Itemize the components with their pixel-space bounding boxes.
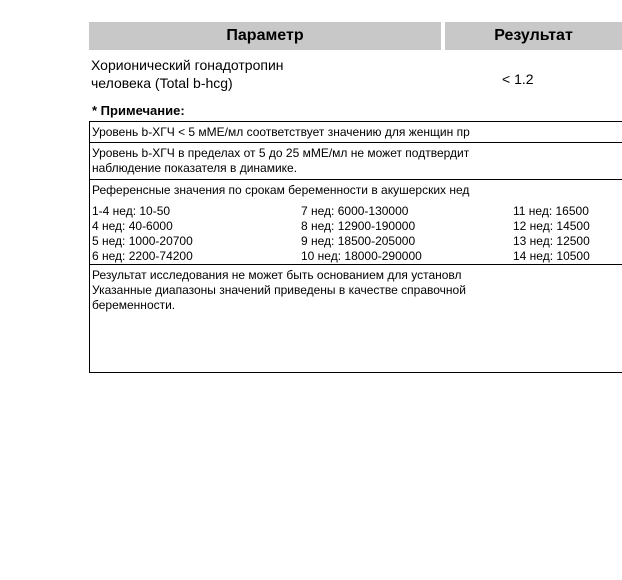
note-line-4a: Результат исследования не может быть основанием для установл bbox=[92, 268, 462, 282]
week-range-cell: 13 нед: 12500 bbox=[513, 234, 590, 248]
weeks-column-2 bbox=[301, 204, 422, 264]
note-line-2b: наблюдение показателя в динамике. bbox=[92, 161, 298, 175]
note-title: * Примечание: bbox=[92, 103, 185, 118]
weeks-reference-grid bbox=[92, 204, 622, 268]
note-line-4b: Указанные диапазоны значений приведены в качестве справочной bbox=[92, 283, 466, 297]
column-header-result: Результат bbox=[445, 22, 622, 50]
week-range-cell: 5 нед: 1000-20700 bbox=[92, 234, 193, 248]
table-header-row bbox=[89, 22, 622, 50]
week-range-cell: 6 нед: 2200-74200 bbox=[92, 249, 193, 263]
note-line-4c: беременности. bbox=[92, 298, 176, 312]
note-row-disclaimer bbox=[90, 264, 622, 373]
parameter-name-line-2: человека (Total b-hcg) bbox=[91, 75, 233, 91]
week-range-cell: 14 нед: 10500 bbox=[513, 249, 590, 263]
week-range-cell: 7 нед: 6000-130000 bbox=[301, 204, 409, 218]
week-range-cell: 10 нед: 18000-290000 bbox=[301, 249, 422, 263]
week-range-cell: 8 нед: 12900-190000 bbox=[301, 219, 416, 233]
week-range-cell: 12 нед: 14500 bbox=[513, 219, 590, 233]
weeks-column-3 bbox=[513, 204, 590, 264]
column-header-parameter: Параметр bbox=[89, 22, 441, 50]
note-line-3: Референсные значения по срокам беременности в акушерских нед bbox=[92, 183, 470, 197]
week-range-cell: 11 нед: 16500 bbox=[513, 204, 589, 218]
parameter-name bbox=[91, 56, 391, 92]
week-range-cell: 1-4 нед: 10-50 bbox=[92, 204, 171, 218]
weeks-column-1 bbox=[92, 204, 193, 264]
note-row-range bbox=[90, 142, 622, 179]
parameter-name-line-1: Хорионический гонадотропин bbox=[91, 57, 284, 73]
note-line-1: Уровень b-ХГЧ < 5 мМЕ/мл соответствует значению для женщин пр bbox=[92, 125, 470, 139]
note-line-2a: Уровень b-ХГЧ в пределах от 5 до 25 мМЕ/мл не может подтвердит bbox=[92, 146, 470, 160]
note-row-reference bbox=[90, 179, 622, 264]
result-value: < 1.2 bbox=[502, 71, 534, 87]
week-range-cell: 9 нед: 18500-205000 bbox=[301, 234, 416, 248]
week-range-cell: 4 нед: 40-6000 bbox=[92, 219, 173, 233]
note-box bbox=[89, 121, 622, 373]
note-row-threshold bbox=[90, 122, 622, 142]
